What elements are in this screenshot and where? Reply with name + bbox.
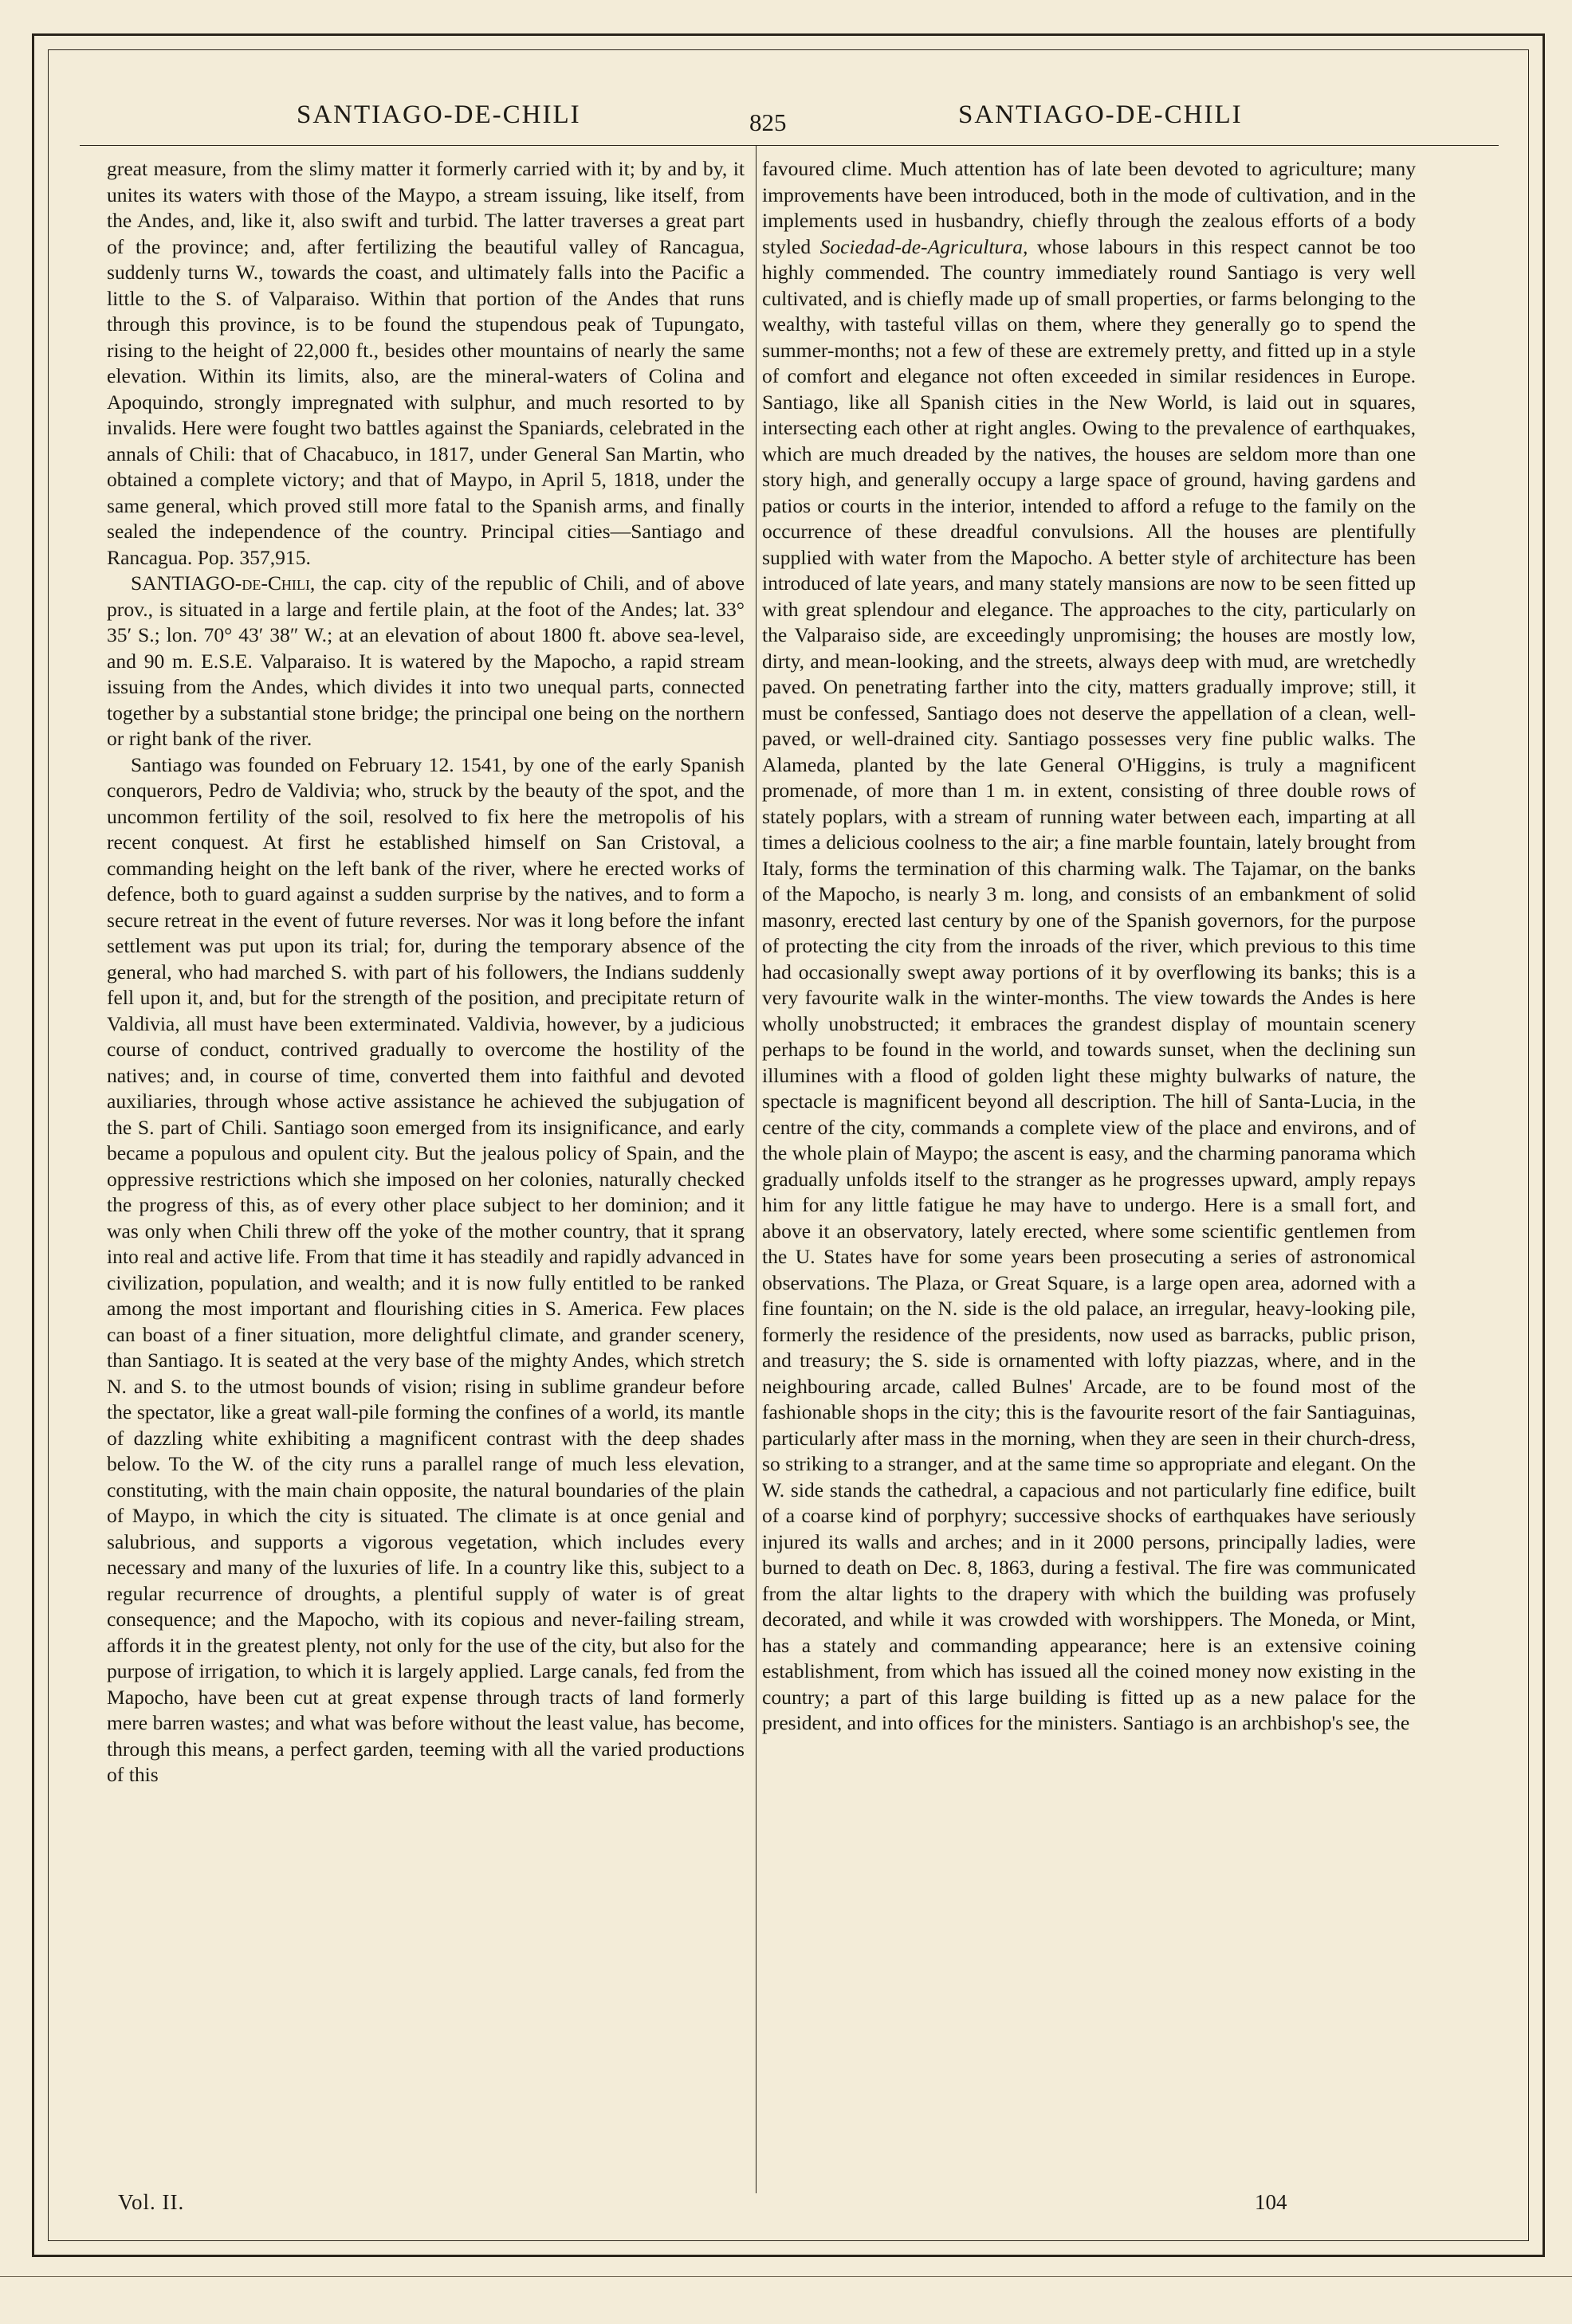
header-right-title: SANTIAGO-DE-CHILI [958,100,1243,129]
left-column [107,156,745,1788]
page-number: 825 [749,108,787,136]
paragraph-province: great measure, from the slimy matter it formerly carried with it; by and by, it unites its waters with those of the Maypo, a stream issuing, like itself, from the Andes, and, like it, also swift and turbid. The latter traverses a great part of the province; and, after fertilizing the beautiful valley of Rancagua, suddenly turns W., towards the coast, and ultimately falls into the Pacific a little to the S. of Valparaiso. Within that portion of the Andes that runs through this province, is to be found the stupendous peak of Tupungato, rising to the height of 22,000 ft., besides other mountains of nearly the same elevation. Within its limits, also, are the mineral-waters of Colina and Apoquindo, strongly impregnated with sulphur, and much resorted to by invalids. Here were fought two battles against the Spaniards, celebrated in the annals of Chili: that of Chacabuco, in 1817, under General San Martin, who obtained a complete victory; and that of Maypo, in April 5, 1818, under the same general, which proved still more fatal to the Spanish arms, and finally sealed the independence of the country. Principal cities—Santiago and Rancagua. Pop. 357,915. [107,157,745,569]
text-italic-society: Sociedad-de-Agricultura, [819,234,1028,258]
signature-mark: 104 [1255,2190,1287,2214]
entry-headword: SANTIAGO-de-Chili, [131,571,316,595]
text-part-a: favoured clime. Much attention has of late been devoted to agriculture; many improvements have been introduced, both in the mode of cultivation, and in the implements used in husbandry, chiefly through the zealous efforts of a body styled [762,157,1416,258]
paragraph-entry-santiago [107,571,745,752]
header-left-title: SANTIAGO-DE-CHILI [297,100,581,129]
paragraph-description [762,156,1416,1737]
column-divider [756,145,757,2193]
paragraph-history: Santiago was founded on February 12. 1541, by one of the early Spanish conquerors, Pedro de Valdivia; who, struck by the beauty of the spot, and the uncommon fertility of the soil, resolved to fix here the metropolis of his recent conquest. At first he established himself on San Cristoval, a commanding height on the left bank of the river, where he erected works of defence, both to guard against a sudden surprise by the natives, and to form a secure retreat in the event of future reverses. Nor was it long before the infant settlement was put upon its trial; for, during the temporary absence of the general, who had marched S. with part of his followers, the Indians suddenly fell upon it, and, but for the strength of the position, and precipitate return of Valdivia, all must have been exterminated. Valdivia, however, by a judicious course of conduct, contrived gradually to overcome the hostility of the natives; and, in course of time, converted them into faithful and devoted auxiliaries, through whose active assistance he achieved the subjugation of the S. part of Chili. Santiago soon emerged from its insignificance, and early became a populous and opulent city. But the jealous policy of Spain, and the oppressive restrictions which she imposed on her colonies, naturally checked the progress of this, as of every other place subject to her dominion; and it was only when Chili threw off the yoke of the mother country, that it sprang into real and active life. From that time it has steadily and rapidly advanced in civilization, population, and wealth; and it is now fully entitled to be ranked among the most important and flourishing cities in S. America. Few places can boast of a finer situation, more delightful climate, and grander scenery, than Santiago. It is seated at the very base of the mighty Andes, which stretch N. and S. to the utmost bounds of vision; rising in sublime grandeur before the spectator, like a great wall-pile forming the confines of a world, its mantle of dazzling white exhibiting a magnificent contrast with the deep shades below. To the W. of the city runs a parallel range of much less elevation, constituting, with the main chain opposite, the natural boundaries of the plain of Maypo, in which the city is situated. The climate is at once genial and salubrious, and supports a vigorous vegetation, which includes every necessary and many of the luxuries of life. In a country like this, subject to a regular recurrence of droughts, a plentiful supply of water is of great consequence; and the Mapocho, with its copious and never-failing stream, affords it in the greatest plenty, not only for the use of the city, but also for the purpose of irrigation, to which it is largely applied. Large canals, fed from the Mapocho, have been cut at great expense through tracts of land formerly mere barren wastes; and what was before without the least value, has become, through this means, a perfect garden, teeming with all the varied productions of this [107,752,745,1786]
entry-text: the cap. city of the republic of Chili, and of above prov., is situated in a large and fertile plain, at the foot of the Andes; lat. 33° 35′ S.; lon. 70° 43′ 38″ W.; at an elevation of about 1800 ft. above sea-level, and 90 m. E.S.E. Valparaiso. It is watered by the Mapocho, a rapid stream issuing from the Andes, which divides it into two unequal parts, connected together by a substantial stone bridge; the principal one being on the northern or right bank of the river. [107,571,745,750]
text-part-b: whose labours in this respect cannot be too highly commended. The country immediately round Santiago is very well cultivated, and is chiefly made up of small properties, or farms belonging to the wealthy, with tasteful villas on them, where they generally go to spend the summer-months; not a few of these are extremely pretty, and fitted up in a style of comfort and elegance not often exceeded in similar residences in Europe. Santiago, like all Spanish cities in the New World, is laid out in squares, intersecting each other at right angles. Owing to the prevalence of earthquakes, which are much dreaded by the natives, the houses are seldom more than one story high, and generally occupy a large space of ground, having gardens and patios or courts in the interior, intended to afford a refuge to the family on the occurrence of these dreadful convulsions. All the houses are plentifully supplied with water from the Mapocho. A better style of architecture has been introduced of late years, and many stately mansions are now to be seen fitted up with great splendour and elegance. The approaches to the city, particularly on the Valparaiso side, are exceedingly unpromising; the houses are mostly low, dirty, and mean-looking, and the streets, always deep with mud, are wretchedly paved. On penetrating farther into the city, matters gradually improve; still, it must be confessed, Santiago does not deserve the appellation of a clean, well-paved, or well-drained city. Santiago possesses very fine public walks. The Alameda, planted by the late General O'Higgins, is truly a magnificent promenade, of more than 1 m. in extent, consisting of three double rows of stately poplars, with a stream of running water between each, imparting at all times a delicious coolness to the air; a fine marble fountain, lately brought from Italy, forms the termination of this charming walk. The Tajamar, on the banks of the Mapocho, is nearly 3 m. long, and consists of an embankment of solid masonry, erected last century by one of the Spanish governors, for the purpose of protecting the city from the inroads of the river, which previous to this time had occasionally swept away portions of it by overflowing its banks; this is a very favourite walk in the winter-months. The view towards the Andes is here wholly unobstructed; it embraces the grandest display of mountain scenery perhaps to be found in the world, and towards sunset, when the declining sun illumines with a flood of golden light these mighty bulwarks of nature, the spectacle is magnificent beyond all description. The hill of Santa-Lucia, in the centre of the city, commands a complete view of the place and environs, and of the whole plain of Maypo; the ascent is easy, and the charming panorama which gradually unfolds itself to the stranger as he progresses upward, amply repays him for any little fatigue he may have to undergo. Here is a small fort, and above it an observatory, lately erected, where some scientific gentlemen from the U. States have for some years been prosecuting a series of astronomical observations. The Plaza, or Great Square, is a large open area, adorned with a fine fountain; on the N. side is the old palace, an irregular, heavy-looking pile, formerly the residence of the presidents, now used as barracks, public prison, and treasury; the S. side is ornamented with lofty piazzas, where, and in the neighbouring arcade, called Bulnes' Arcade, are to be found most of the fashionable shops in the city; this is the favourite resort of the fair Santiaguinas, particularly after mass in the morning, when they are seen in their church-dress, so striking to a stranger, and at the same time so appropriate and elegant. On the W. side stands the cathedral, a capacious and not particularly fine edifice, built of a coarse kind of porphyry; successive shocks of earthquakes have seriously injured its walls and arches; and in it 2000 persons, principally ladies, were burned to death on Dec. 8, 1863, during a festival. The fire was communicated from the altar lights to the drapery with which the building was profusely decorated, and while it was crowded with worshippers. The Moneda, or Mint, has a stately and commanding appearance; here is an extensive coining establishment, from which has issued all the coined money now existing in the country; a part of this large building is fitted up as a new palace for the president, and into offices for the ministers. Santiago is an archbishop's see, the [762,234,1416,1734]
bottom-rule [0,2276,1572,2277]
header-rule [80,145,1499,146]
running-header [80,94,1499,142]
right-column [762,156,1416,1737]
volume-label: Vol. II. [118,2190,185,2214]
